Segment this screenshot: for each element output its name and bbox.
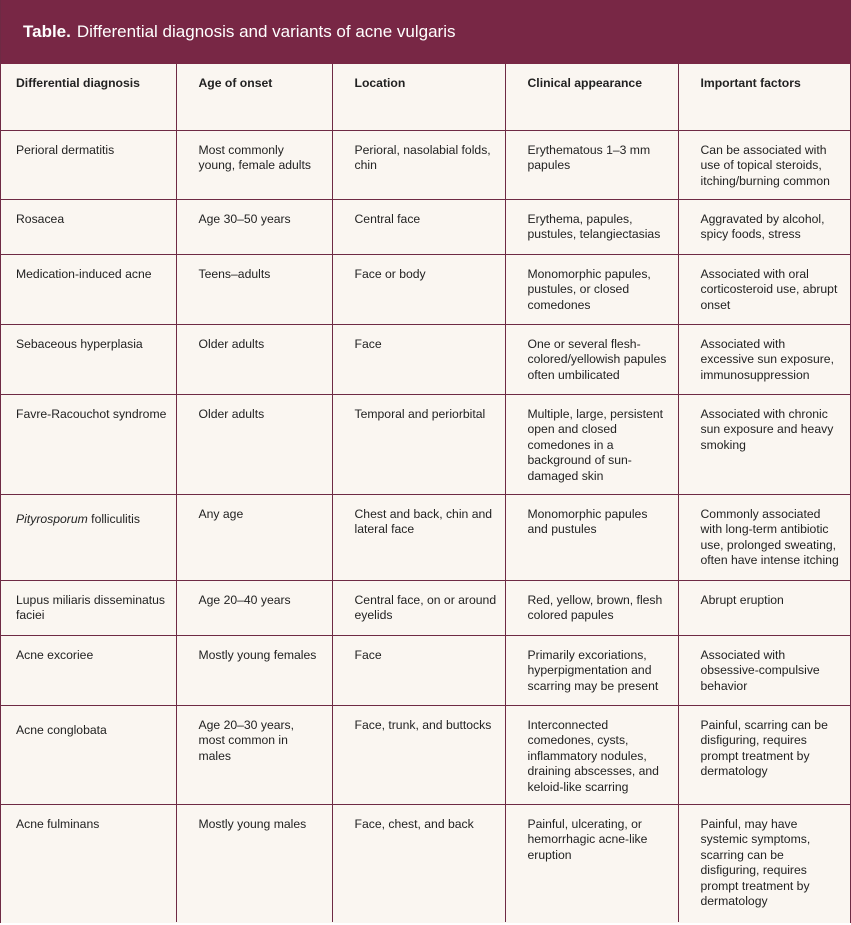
table-label: Table. (23, 22, 71, 41)
table-title: Differential diagnosis and variants of acne vulgaris (76, 22, 456, 41)
cell-diagnosis: Sebaceous hyperplasia (1, 324, 176, 394)
table-row (1, 494, 850, 580)
cell-diagnosis: Lupus miliaris disseminatus faciei (1, 580, 176, 635)
cell-location: Central face (332, 199, 505, 254)
cell-age: Mostly young males (176, 804, 332, 922)
cell-factors: Aggravated by alcohol, spicy foods, stress (678, 199, 850, 254)
cell-factors: Associated with excessive sun exposure, immunosuppression (678, 324, 850, 394)
header-row (1, 64, 850, 130)
cell-location: Face, trunk, and buttocks (332, 705, 505, 804)
cell-location: Chest and back, chin and lateral face (332, 494, 505, 580)
cell-appearance: One or several flesh-colored/yellowish papules often umbilicated (505, 324, 678, 394)
table-title-banner (1, 0, 850, 64)
cell-location: Face (332, 635, 505, 705)
cell-age: Age 20–30 years, most common in males (176, 705, 332, 804)
cell-diagnosis-italic: Pityrosporum (16, 511, 88, 526)
header-factors: Important factors (678, 64, 850, 130)
cell-diagnosis: Favre-Racouchot syndrome (1, 394, 176, 494)
cell-appearance: Red, yellow, brown, flesh colored papules (505, 580, 678, 635)
cell-location: Central face, on or around eyelids (332, 580, 505, 635)
cell-age: Age 30–50 years (176, 199, 332, 254)
cell-location: Face or body (332, 254, 505, 324)
cell-diagnosis: Medication-induced acne (1, 254, 176, 324)
cell-factors: Associated with oral corticosteroid use, abrupt onset (678, 254, 850, 324)
table-row (1, 324, 850, 394)
table-row (1, 199, 850, 254)
cell-age: Mostly young females (176, 635, 332, 705)
cell-diagnosis: Acne conglobata (1, 705, 176, 804)
cell-age: Age 20–40 years (176, 580, 332, 635)
table-row (1, 580, 850, 635)
cell-factors: Painful, scarring can be disfiguring, requires prompt treatment by dermatology (678, 705, 850, 804)
cell-age: Older adults (176, 324, 332, 394)
cell-factors: Commonly associated with long-term antibiotic use, prolonged sweating, often have intense itching (678, 494, 850, 580)
cell-diagnosis: Acne fulminans (16, 816, 100, 831)
cell-factors: Associated with chronic sun exposure and heavy smoking (678, 394, 850, 494)
cell-factors: Associated with obsessive-compulsive behavior (678, 635, 850, 705)
table-row (1, 254, 850, 324)
cell-factors: Can be associated with use of topical steroids, itching/burning common (678, 130, 850, 199)
cell-age: Most commonly young, female adults (176, 130, 332, 199)
cell-diagnosis: Rosacea (1, 199, 176, 254)
header-diagnosis: Differential diagnosis (1, 64, 176, 130)
cell-diagnosis (1, 494, 176, 580)
header-appearance: Clinical appearance (505, 64, 678, 130)
header-age: Age of onset (176, 64, 332, 130)
cell-location: Temporal and periorbital (332, 394, 505, 494)
cell-factors: Abrupt eruption (678, 580, 850, 635)
cell-appearance: Primarily excoriations, hyperpigmentation and scarring may be present (505, 635, 678, 705)
cell-appearance: Monomorphic papules and pustules (505, 494, 678, 580)
cell-age: Any age (176, 494, 332, 580)
cell-factors: Painful, may have systemic symptoms, scarring can be disfiguring, requires prompt treatment by dermatology (678, 804, 850, 922)
cell-appearance: Interconnected comedones, cysts, inflammatory nodules, draining abscesses, and keloid-like scarring (505, 705, 678, 804)
cell-appearance: Monomorphic papules, pustules, or closed comedones (505, 254, 678, 324)
table-row (1, 804, 850, 922)
cell-diagnosis-rest: folliculitis (87, 511, 140, 526)
cell-diagnosis: Perioral dermatitis (1, 130, 176, 199)
table-row (1, 130, 850, 199)
cell-age: Older adults (176, 394, 332, 494)
table-row (1, 635, 850, 705)
cell-appearance: Erythema, papules, pustules, telangiectasias (505, 199, 678, 254)
cell-age: Teens–adults (176, 254, 332, 324)
header-location: Location (332, 64, 505, 130)
cell-appearance: Erythematous 1–3 mm papules (505, 130, 678, 199)
table-row (1, 394, 850, 494)
cell-location: Perioral, nasolabial folds, chin (332, 130, 505, 199)
cell-location: Face, chest, and back (332, 804, 505, 922)
cell-location: Face (332, 324, 505, 394)
cell-diagnosis: Acne excoriee (1, 635, 176, 705)
cell-appearance: Multiple, large, persistent open and closed comedones in a background of sun-damaged skin (505, 394, 678, 494)
table-row (1, 705, 850, 804)
cell-appearance: Painful, ulcerating, or hemorrhagic acne-like eruption (505, 804, 678, 922)
differential-diagnosis-table (1, 64, 850, 922)
